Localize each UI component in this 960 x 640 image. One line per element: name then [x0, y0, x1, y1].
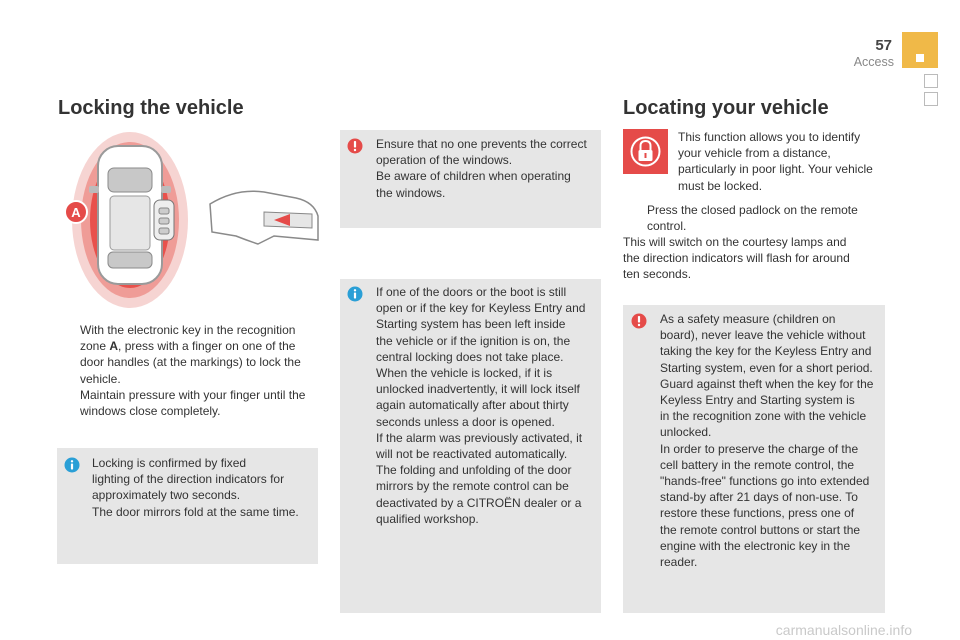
info-line: If one of the doors or the boot is still [376, 285, 567, 299]
warning-line: taking the key for the Keyless Entry and [660, 344, 872, 359]
warning-line: stand-by after 21 days of non-use. To [660, 490, 858, 505]
safety-warning-text [660, 311, 884, 570]
info-line: The door mirrors fold at the same time. [92, 504, 299, 519]
car-mirror-left [89, 186, 99, 193]
instruction-line: Press the closed padlock on the remote [647, 203, 858, 217]
tab-marker [916, 54, 924, 62]
intro-line: your vehicle from a distance, [678, 146, 831, 161]
warning-line: restore these functions, press one of [660, 506, 855, 521]
car-rear-window [108, 252, 152, 268]
watermark: carmanualsonline.info [775, 622, 912, 638]
car-roof [110, 196, 150, 250]
car-mirror-right [161, 186, 171, 193]
info-line: will not be reactivated automatically. [376, 447, 568, 462]
keyless-illustration [60, 128, 322, 310]
padlock-icon [623, 129, 668, 174]
info-line: Locking is confirmed by fixed [92, 456, 247, 470]
warning-line: Ensure that no one prevents the correct [376, 137, 587, 151]
warning-line: engine with the electronic key in the [660, 538, 851, 553]
instruction-line-2: Maintain pressure with your finger until the windows close completely. [80, 387, 306, 419]
warning-line: Be aware of children when operating [376, 169, 571, 184]
warning-line: the remote control buttons or start the [660, 522, 861, 537]
locking-info-text [92, 455, 312, 520]
info-line: again automatically after about thirty [376, 398, 569, 413]
result-line: the direction indicators will flash for around [623, 251, 850, 266]
info-line: mirrors by the remote control can be [376, 479, 569, 494]
instruction-line-pre: With the electronic key in the recognition zone [80, 323, 296, 354]
info-line: seconds unless a door is opened. [376, 414, 555, 429]
intro-line: particularly in poor light. Your vehicle [678, 162, 873, 177]
warning-line: the windows. [376, 185, 446, 200]
info-line: deactivated by a CITROËN dealer or a [376, 495, 582, 510]
result-line: ten seconds. [623, 267, 692, 282]
warning-line: operation of the windows. [376, 153, 513, 168]
info-line: the vehicle or if the ignition is on, the [376, 333, 571, 348]
instruction-line-post: , press with a finger on one of the door handles (at the markings) to lock the vehicle. [80, 339, 301, 386]
warning-line: Keyless Entry and Starting system is [660, 393, 855, 408]
instruction-line: control. [647, 219, 687, 234]
windows-warning-text [376, 136, 598, 201]
warning-icon [347, 138, 363, 154]
section-tab[interactable] [902, 32, 938, 68]
locating-instruction [623, 202, 885, 234]
info-line: unlocked inadvertently, it will lock itself [376, 382, 580, 397]
zone-a-label: A [71, 205, 81, 220]
warning-line: Guard against theft when the key for the [660, 376, 874, 391]
info-icon [64, 457, 80, 473]
warning-line: cell battery in the remote control, the [660, 457, 855, 472]
warning-line: in the recognition zone with the vehicle [660, 409, 867, 424]
section-tab-empty-2[interactable] [924, 92, 938, 106]
info-line: If the alarm was previously activated, it [376, 430, 583, 445]
warning-line: reader. [660, 555, 698, 570]
section-tab-empty-1[interactable] [924, 74, 938, 88]
info-line: Starting system has been left inside [376, 317, 566, 332]
locating-intro [678, 129, 888, 194]
info-line: central locking does not take place. [376, 349, 564, 364]
info-icon [347, 286, 363, 302]
left-heading: Locking the vehicle [58, 97, 244, 119]
locating-result [623, 234, 885, 283]
info-line: The folding and unfolding of the door [376, 463, 572, 478]
intro-line: This function allows you to identify [678, 130, 861, 144]
info-line: lighting of the direction indicators for [92, 472, 285, 487]
info-line: open or if the key for Keyless Entry and [376, 301, 586, 316]
left-instruction [60, 322, 316, 419]
page-number: 57 [875, 37, 892, 54]
remote-lock-button-symbol [623, 129, 668, 174]
warning-line: As a safety measure (children on [660, 312, 836, 326]
warning-line: In order to preserve the charge of the [660, 441, 859, 456]
section-title: Access [853, 55, 894, 69]
warning-line: board), never leave the vehicle without [660, 328, 866, 343]
intro-line: must be locked. [678, 178, 763, 193]
car-windscreen [108, 168, 152, 192]
warning-line: Starting system, even for a short period. [660, 360, 873, 375]
warning-line: unlocked. [660, 425, 712, 440]
zone-reference: A [109, 339, 119, 354]
warning-line: "hands-free" functions go into extended [660, 474, 870, 489]
info-line: qualified workshop. [376, 511, 479, 526]
result-line: This will switch on the courtesy lamps and [623, 235, 847, 249]
info-line: When the vehicle is locked, if it is [376, 366, 553, 381]
right-heading: Locating your vehicle [623, 97, 829, 119]
info-line: approximately two seconds. [92, 488, 241, 503]
warning-icon [631, 313, 647, 329]
central-locking-info-text [376, 284, 598, 527]
